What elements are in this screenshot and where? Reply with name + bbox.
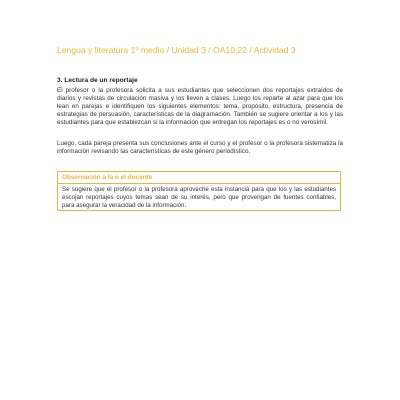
document-header-title: Lengua y literatura 1º medio / Unidad 3 / OA10;22 / Actividad 3 xyxy=(57,45,296,55)
document-page xyxy=(57,0,343,400)
section-paragraph-2: Luego, cada pareja presenta sus conclusiones ante el curso y el profesor o la profesora sistematiza la información revisando las características de este género periodístico. xyxy=(57,140,343,156)
section-paragraph-1: El profesor o la profesora solicita a sus estudiantes que seleccionen dos reportajes extraídos de diarios y revistas de circulación masiva y los lleven a clases. Luego los reparte al azar para que los lean en parejas e identifiquen los siguientes elementos: tema, propósito, estructura, presencia de estrategias de persuasión, características de la diagramación. También se sugiere orientar a los y las estudiantes para que establezcan si la información que entregan los reportajes es o no verosímil. xyxy=(57,87,343,127)
observation-title: Observación a la o el docente xyxy=(62,174,153,181)
teacher-observation-box xyxy=(57,171,341,211)
observation-text: Se sugiere que el profesor o la profesora aproveche esta instancia para que los y las estudiantes escojan reportajes cuyos temas sean de su interés, pero que provengan de fuentes confiables, para asegurar la veracidad de la información. xyxy=(62,186,336,209)
observation-divider xyxy=(58,183,340,184)
section-title: 3. Lectura de un reportaje xyxy=(57,77,138,84)
